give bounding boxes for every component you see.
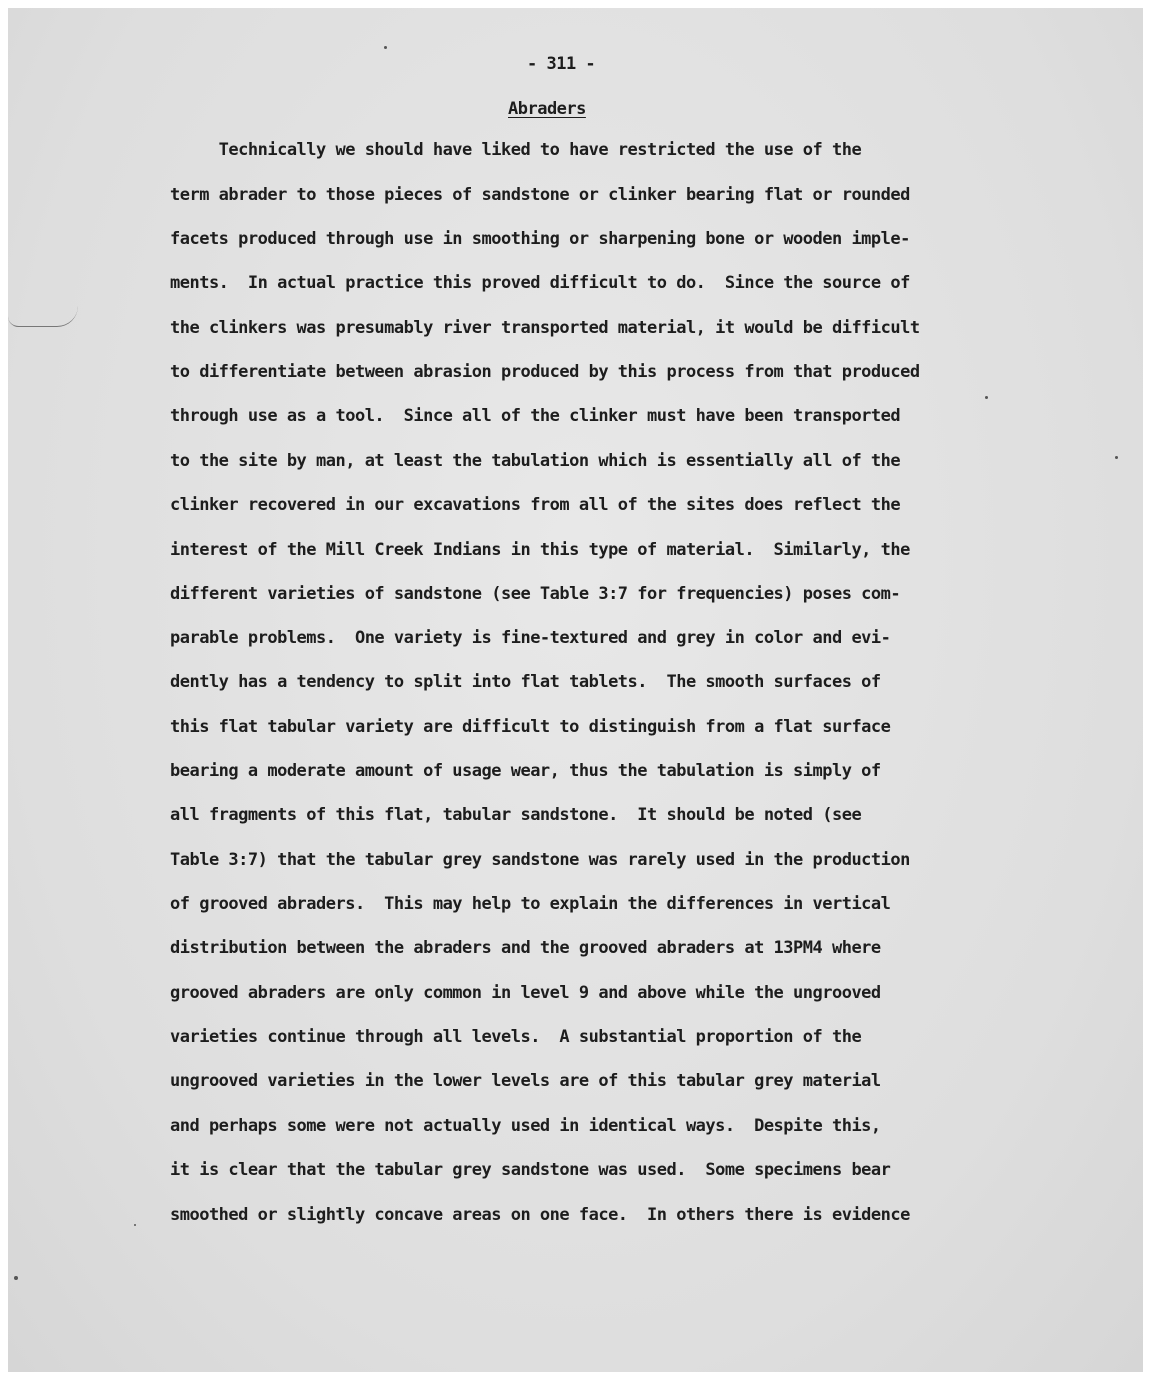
body-line: to differentiate between abrasion produced by this process from that produced — [170, 362, 920, 382]
body-line: all fragments of this flat, tabular sandstone. It should be noted (see — [170, 805, 862, 825]
dust-speck — [384, 46, 387, 49]
body-line: of grooved abraders. This may help to explain the differences in vertical — [170, 894, 891, 914]
body-line: interest of the Mill Creek Indians in this type of material. Similarly, the — [170, 540, 910, 560]
scanned-page — [8, 8, 1143, 1372]
dust-speck — [134, 1224, 136, 1226]
body-line: term abrader to those pieces of sandstone or clinker bearing flat or rounded — [170, 185, 910, 205]
body-line: distribution between the abraders and the grooved abraders at 13PM4 where — [170, 938, 881, 958]
body-line: dently has a tendency to split into flat tablets. The smooth surfaces of — [170, 672, 881, 692]
body-line: grooved abraders are only common in level 9 and above while the ungrooved — [170, 983, 881, 1003]
body-line: smoothed or slightly concave areas on one face. In others there is evidence — [170, 1205, 910, 1225]
section-heading: Abraders — [508, 99, 586, 119]
body-line: Table 3:7) that the tabular grey sandstone was rarely used in the production — [170, 850, 910, 870]
body-line: through use as a tool. Since all of the clinker must have been transported — [170, 406, 901, 426]
body-line: varieties continue through all levels. A substantial proportion of the — [170, 1027, 862, 1047]
body-line: and perhaps some were not actually used in identical ways. Despite this, — [170, 1116, 881, 1136]
page-number: - 311 - — [527, 54, 596, 74]
body-line: bearing a moderate amount of usage wear, thus the tabulation is simply of — [170, 761, 881, 781]
dust-speck — [14, 1276, 18, 1280]
body-line: ungrooved varieties in the lower levels are of this tabular grey material — [170, 1071, 881, 1091]
body-line: Technically we should have liked to have restricted the use of the — [170, 140, 862, 160]
body-line: this flat tabular variety are difficult to distinguish from a flat surface — [170, 717, 891, 737]
body-line: ments. In actual practice this proved difficult to do. Since the source of — [170, 273, 910, 293]
body-line: to the site by man, at least the tabulation which is essentially all of the — [170, 451, 901, 471]
body-line: it is clear that the tabular grey sandstone was used. Some specimens bear — [170, 1160, 891, 1180]
body-line: facets produced through use in smoothing or sharpening bone or wooden imple- — [170, 229, 910, 249]
dust-speck — [1115, 456, 1118, 459]
body-line: parable problems. One variety is fine-textured and grey in color and evi- — [170, 628, 891, 648]
body-line: the clinkers was presumably river transported material, it would be difficult — [170, 318, 920, 338]
margin-scratch-mark — [8, 306, 78, 327]
body-line: clinker recovered in our excavations from all of the sites does reflect the — [170, 495, 901, 515]
dust-speck — [985, 396, 988, 399]
body-line: different varieties of sandstone (see Table 3:7 for frequencies) poses com- — [170, 584, 901, 604]
